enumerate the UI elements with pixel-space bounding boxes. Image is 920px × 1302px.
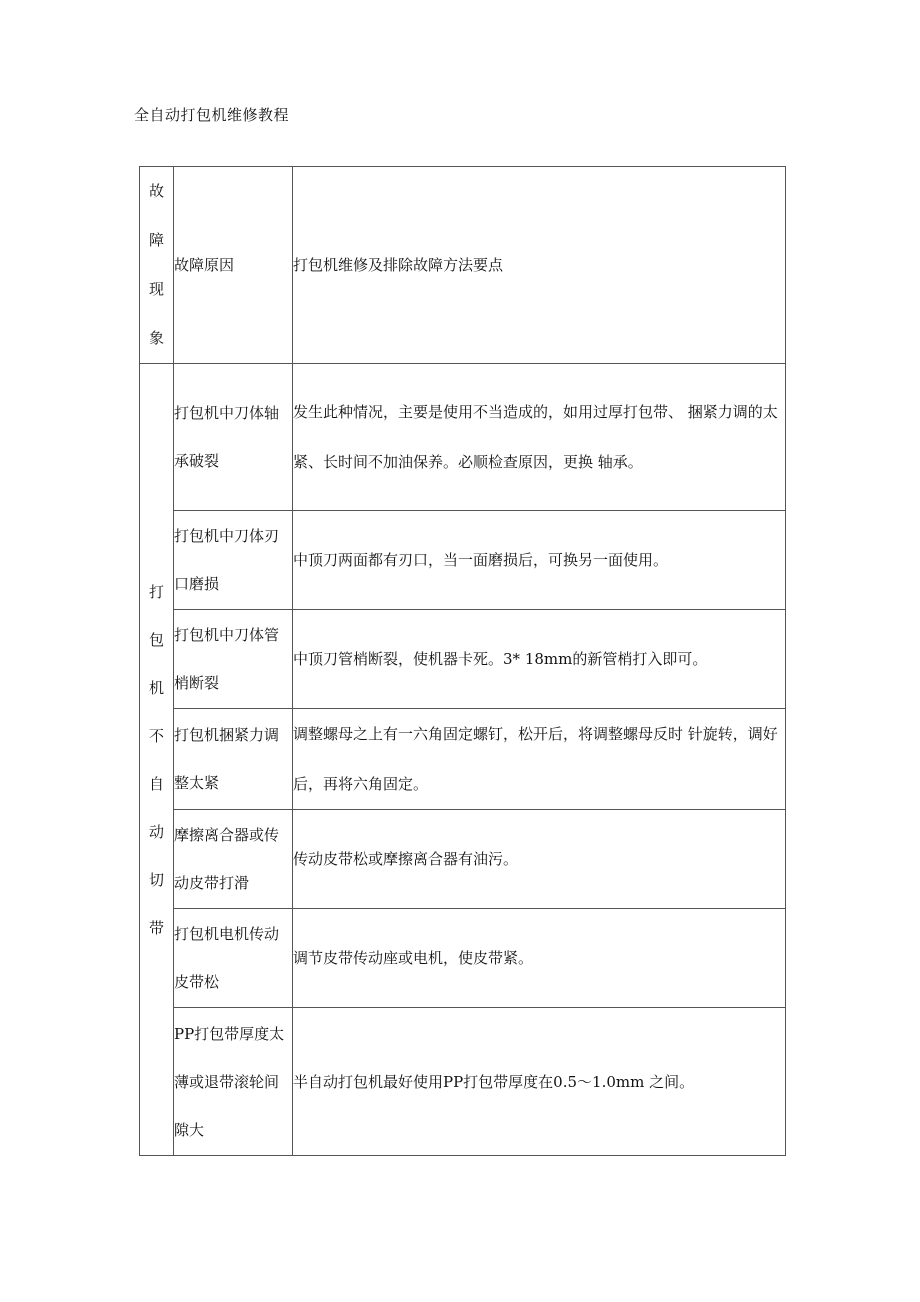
table-header-row <box>140 167 786 364</box>
remedy-cell: 调节皮带传动座或电机，使皮带紧。 <box>293 909 786 1008</box>
table-row <box>140 610 786 709</box>
cause-cell: PP打包带厚度太薄或退带滚轮间隙大 <box>174 1008 293 1156</box>
cause-cell: 打包机中刀体刃口磨损 <box>174 511 293 610</box>
document-title: 全自动打包机维修教程 <box>134 106 290 124</box>
table-row <box>140 909 786 1008</box>
table-row <box>140 709 786 810</box>
table-row <box>140 810 786 909</box>
symptom-group: 打包机不自动切带 <box>149 582 165 937</box>
table-row <box>140 364 786 511</box>
fault-table <box>139 166 786 1156</box>
remedy-cell: 中顶刀两面都有刃口，当一面磨损后，可换另一面使用。 <box>293 511 786 610</box>
remedy-cell: 传动皮带松或摩擦离合器有油污。 <box>293 810 786 909</box>
remedy-cell: 发生此种情况，主要是使用不当造成的，如用过厚打包带、 捆紧力调的太紧、长时间不加油保养。必顺检查原因，更换 轴承。 <box>293 364 786 511</box>
symptom-group-cell <box>140 364 174 1156</box>
table-row <box>140 511 786 610</box>
table-row <box>140 1008 786 1156</box>
cause-cell: 打包机捆紧力调整太紧 <box>174 709 293 810</box>
header-cause: 故障原因 <box>174 167 293 364</box>
cause-cell: 打包机中刀体管梢断裂 <box>174 610 293 709</box>
remedy-cell: 调整螺母之上有一六角固定螺钉，松开后，将调整螺母反时 针旋转，调好后，再将六角固定。 <box>293 709 786 810</box>
cause-cell: 摩擦离合器或传动皮带打滑 <box>174 810 293 909</box>
header-symptom: 故障现象 <box>149 182 165 347</box>
cause-cell: 打包机中刀体轴承破裂 <box>174 364 293 511</box>
header-symptom-cell <box>140 167 174 364</box>
remedy-cell: 半自动打包机最好使用PP打包带厚度在0.5〜1.0mm 之间。 <box>293 1008 786 1156</box>
remedy-cell: 中顶刀管梢断裂，使机器卡死。3* 18mm的新管梢打入即可。 <box>293 610 786 709</box>
header-remedy: 打包机维修及排除故障方法要点 <box>293 167 786 364</box>
cause-cell: 打包机电机传动皮带松 <box>174 909 293 1008</box>
